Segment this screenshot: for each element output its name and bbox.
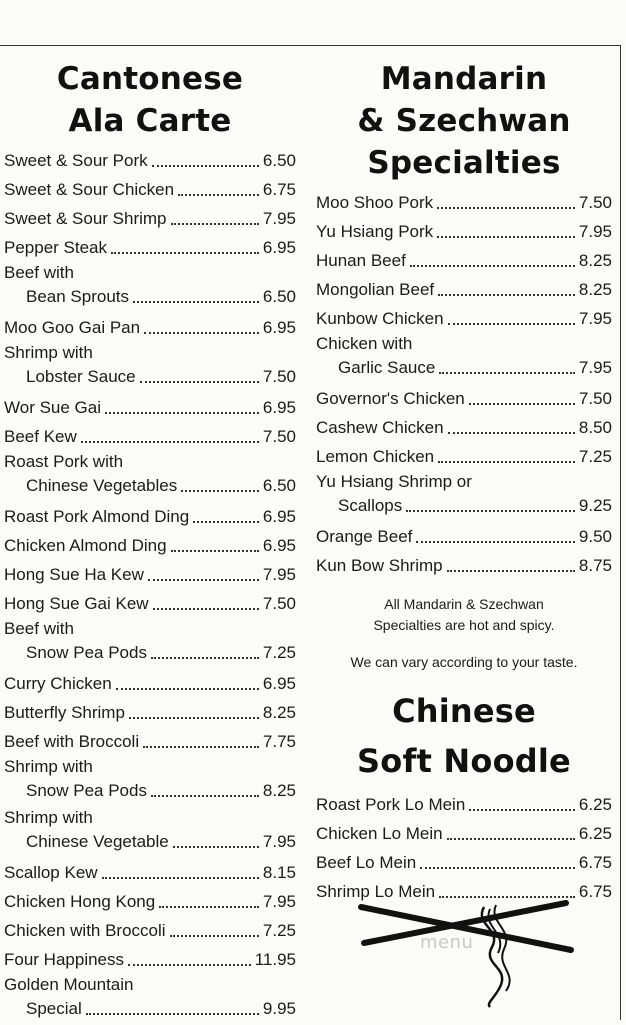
leader-dots <box>438 294 575 296</box>
item-name: Moo Goo Gai Pan <box>4 318 141 337</box>
item-name: Sweet & Sour Chicken <box>4 180 175 199</box>
leader-dots <box>148 579 259 581</box>
menu-item <box>4 698 296 727</box>
item-name-cont: Chinese Vegetable <box>26 832 169 851</box>
leader-dots <box>151 657 259 659</box>
menu-item <box>316 413 612 442</box>
menu-item <box>4 313 296 342</box>
leader-dots <box>128 964 251 966</box>
menu-item <box>4 727 296 756</box>
item-name: Shrimp with <box>4 757 93 776</box>
item-price: 6.95 <box>262 318 296 337</box>
item-name: Kunbow Chicken <box>316 309 444 328</box>
menu-item <box>4 974 296 1022</box>
item-line2 <box>316 355 612 381</box>
item-price: 6.50 <box>262 476 296 495</box>
item-line2 <box>4 284 296 310</box>
item-name-cont: Snow Pea Pods <box>26 781 147 800</box>
item-name: Roast Pork Lo Mein <box>316 795 466 814</box>
menu-item <box>316 551 612 580</box>
item-price: 8.75 <box>578 556 612 575</box>
menu-item <box>316 333 612 381</box>
leader-dots <box>416 541 575 543</box>
mandarin-title-line3: Specialties <box>367 145 561 181</box>
item-name: Chicken Almond Ding <box>4 536 167 555</box>
item-price: 6.75 <box>578 882 612 901</box>
item-name: Cashew Chicken <box>316 418 444 437</box>
cantonese-column <box>4 58 296 1025</box>
leader-dots <box>81 441 259 443</box>
mandarin-column <box>316 58 612 906</box>
leader-dots <box>116 688 259 690</box>
menu-item <box>316 217 612 246</box>
leader-dots <box>171 223 259 225</box>
leader-dots <box>193 521 259 523</box>
leader-dots <box>144 332 259 334</box>
menu-item <box>316 848 612 877</box>
item-name: Beef with <box>4 263 74 282</box>
menu-item <box>316 471 612 519</box>
item-name-cont: Chinese Vegetables <box>26 476 178 495</box>
item-name: Roast Pork Almond Ding <box>4 507 190 526</box>
menu-item <box>4 451 296 499</box>
item-name-cont: Bean Sprouts <box>26 287 130 306</box>
menu-item <box>4 589 296 618</box>
item-name-cont: Special <box>26 999 82 1018</box>
item-price: 8.25 <box>262 781 296 800</box>
item-name: Golden Mountain <box>4 975 134 994</box>
item-name: Yu Hsiang Pork <box>316 222 434 241</box>
item-price: 8.15 <box>262 863 296 882</box>
leader-dots <box>448 323 575 325</box>
item-price: 7.50 <box>262 427 296 446</box>
item-name: Chicken with <box>316 334 413 353</box>
item-price: 9.50 <box>578 527 612 546</box>
item-price: 6.95 <box>262 674 296 693</box>
menu-item <box>4 858 296 887</box>
menu-item <box>4 945 296 974</box>
item-name: Beef Lo Mein <box>316 853 417 872</box>
menu-item <box>4 502 296 531</box>
item-name-cont: Snow Pea Pods <box>26 643 147 662</box>
item-price: 6.50 <box>262 151 296 170</box>
item-price: 8.25 <box>578 280 612 299</box>
menu-item <box>4 262 296 310</box>
item-name: Sweet & Sour Shrimp <box>4 209 167 228</box>
leader-dots <box>151 795 259 797</box>
item-name: Beef Kew <box>4 427 77 446</box>
leader-dots <box>439 372 575 374</box>
item-name-cont: Garlic Sauce <box>338 358 436 377</box>
item-name: Hunan Beef <box>316 251 406 270</box>
item-price: 7.50 <box>262 594 296 613</box>
item-name: Beef with Broccoli <box>4 732 140 751</box>
leader-dots <box>86 1013 259 1015</box>
item-price: 6.25 <box>578 824 612 843</box>
leader-dots <box>105 412 259 414</box>
spicy-note-line1: All Mandarin & Szechwan <box>384 596 544 612</box>
menu-item <box>316 304 612 333</box>
menu-item <box>4 560 296 589</box>
cantonese-title-line2: Ala Carte <box>68 103 232 139</box>
menu-item <box>4 531 296 560</box>
item-name: Roast Pork with <box>4 452 124 471</box>
item-price: 8.25 <box>262 703 296 722</box>
leader-dots <box>153 608 259 610</box>
spicy-note <box>316 594 612 636</box>
item-price: 7.95 <box>262 892 296 911</box>
item-price: 8.25 <box>578 251 612 270</box>
item-price: 6.50 <box>262 287 296 306</box>
noodle-title <box>316 686 612 786</box>
noodle-items <box>316 790 612 906</box>
cantonese-items <box>4 146 296 1022</box>
menu-item <box>4 342 296 390</box>
item-line2 <box>316 493 612 519</box>
leader-dots <box>173 846 259 848</box>
item-name: Yu Hsiang Shrimp or <box>316 472 472 491</box>
mandarin-title <box>316 58 612 184</box>
menu-item <box>4 618 296 666</box>
leader-dots <box>437 236 575 238</box>
item-line2 <box>4 473 296 499</box>
item-price: 6.75 <box>578 853 612 872</box>
item-name: Mongolian Beef <box>316 280 435 299</box>
menu-item <box>316 188 612 217</box>
item-price: 7.95 <box>578 309 612 328</box>
item-name: Chicken with Broccoli <box>4 921 166 940</box>
item-name-cont: Scallops <box>338 496 403 515</box>
leader-dots <box>406 510 575 512</box>
item-name: Shrimp with <box>4 343 93 362</box>
mandarin-title-line1: Mandarin <box>380 61 548 97</box>
leader-dots <box>143 746 259 748</box>
item-price: 7.50 <box>578 389 612 408</box>
menu-item <box>4 807 296 855</box>
menu-item <box>4 887 296 916</box>
item-price: 6.25 <box>578 795 612 814</box>
leader-dots <box>171 550 259 552</box>
mandarin-title-line2: & Szechwan <box>357 103 571 139</box>
item-name: Butterfly Shrimp <box>4 703 125 722</box>
item-price: 7.95 <box>262 209 296 228</box>
leader-dots <box>129 717 259 719</box>
menu-item <box>4 204 296 233</box>
item-name: Pepper Steak <box>4 238 108 257</box>
item-line2 <box>4 829 296 855</box>
leader-dots <box>447 570 575 572</box>
menu-item <box>316 275 612 304</box>
menu-item <box>4 756 296 804</box>
leader-dots <box>111 252 259 254</box>
item-price: 7.75 <box>262 732 296 751</box>
leader-dots <box>181 490 259 492</box>
leader-dots <box>178 194 259 196</box>
item-price: 7.25 <box>578 447 612 466</box>
item-price: 9.95 <box>262 999 296 1018</box>
spicy-note-line2: Specialties are hot and spicy. <box>373 617 555 633</box>
leader-dots <box>102 877 259 879</box>
item-price: 7.25 <box>262 643 296 662</box>
item-price: 6.95 <box>262 536 296 555</box>
leader-dots <box>152 165 259 167</box>
menu-item <box>4 146 296 175</box>
item-price: 8.50 <box>578 418 612 437</box>
item-price: 7.95 <box>578 222 612 241</box>
item-name: Chicken Lo Mein <box>316 824 443 843</box>
menu-item <box>316 522 612 551</box>
leader-dots <box>420 867 575 869</box>
item-name: Chicken Hong Kong <box>4 892 156 911</box>
taste-note: We can vary according to your taste. <box>350 654 578 670</box>
item-name: Hong Sue Gai Kew <box>4 594 149 613</box>
cantonese-title <box>4 58 296 142</box>
leader-dots <box>469 403 575 405</box>
leader-dots <box>159 906 259 908</box>
noodle-title-line2: Soft Noodle <box>357 742 571 780</box>
menu-item <box>4 233 296 262</box>
item-price: 6.95 <box>262 238 296 257</box>
item-name: Beef with <box>4 619 74 638</box>
item-line2 <box>4 996 296 1022</box>
leader-dots <box>469 809 575 811</box>
menu-item <box>316 819 612 848</box>
leader-dots <box>410 265 575 267</box>
item-name: Four Happiness <box>4 950 125 969</box>
menu-item <box>4 669 296 698</box>
item-price: 7.95 <box>578 358 612 377</box>
item-line2 <box>4 640 296 666</box>
item-line2 <box>4 364 296 390</box>
item-price: 9.25 <box>578 496 612 515</box>
leader-dots <box>133 301 259 303</box>
item-name: Sweet & Sour Pork <box>4 151 148 170</box>
menu-item <box>4 422 296 451</box>
mandarin-items <box>316 188 612 580</box>
item-price: 6.95 <box>262 398 296 417</box>
item-name: Wor Sue Gai <box>4 398 102 417</box>
item-price: 7.25 <box>262 921 296 940</box>
item-price: 11.95 <box>254 950 296 969</box>
cantonese-title-line1: Cantonese <box>56 61 244 97</box>
leader-dots <box>170 935 259 937</box>
item-name-cont: Lobster Sauce <box>26 367 136 386</box>
item-name: Shrimp with <box>4 808 93 827</box>
menu-item <box>4 393 296 422</box>
noodle-title-line1: Chinese <box>392 692 536 730</box>
menu-item <box>316 442 612 471</box>
item-name: Lemon Chicken <box>316 447 435 466</box>
item-price: 7.50 <box>578 193 612 212</box>
item-name: Orange Beef <box>316 527 413 546</box>
leader-dots <box>437 207 575 209</box>
item-price: 7.95 <box>262 832 296 851</box>
menu-item <box>4 916 296 945</box>
leader-dots <box>438 461 575 463</box>
watermark: menu <box>420 932 474 953</box>
item-price: 7.95 <box>262 565 296 584</box>
menu-item <box>316 384 612 413</box>
menu-item <box>316 246 612 275</box>
item-name: Moo Shoo Pork <box>316 193 434 212</box>
item-name: Shrimp Lo Mein <box>316 882 436 901</box>
item-name: Governor's Chicken <box>316 389 465 408</box>
item-name: Hong Sue Ha Kew <box>4 565 144 584</box>
menu-item <box>4 175 296 204</box>
leader-dots <box>448 432 575 434</box>
item-price: 6.95 <box>262 507 296 526</box>
item-name: Curry Chicken <box>4 674 112 693</box>
item-price: 6.75 <box>262 180 296 199</box>
leader-dots <box>140 381 259 383</box>
item-line2 <box>4 778 296 804</box>
item-price: 7.50 <box>262 367 296 386</box>
item-name: Scallop Kew <box>4 863 98 882</box>
leader-dots <box>447 838 575 840</box>
item-name: Kun Bow Shrimp <box>316 556 443 575</box>
menu-item <box>316 790 612 819</box>
